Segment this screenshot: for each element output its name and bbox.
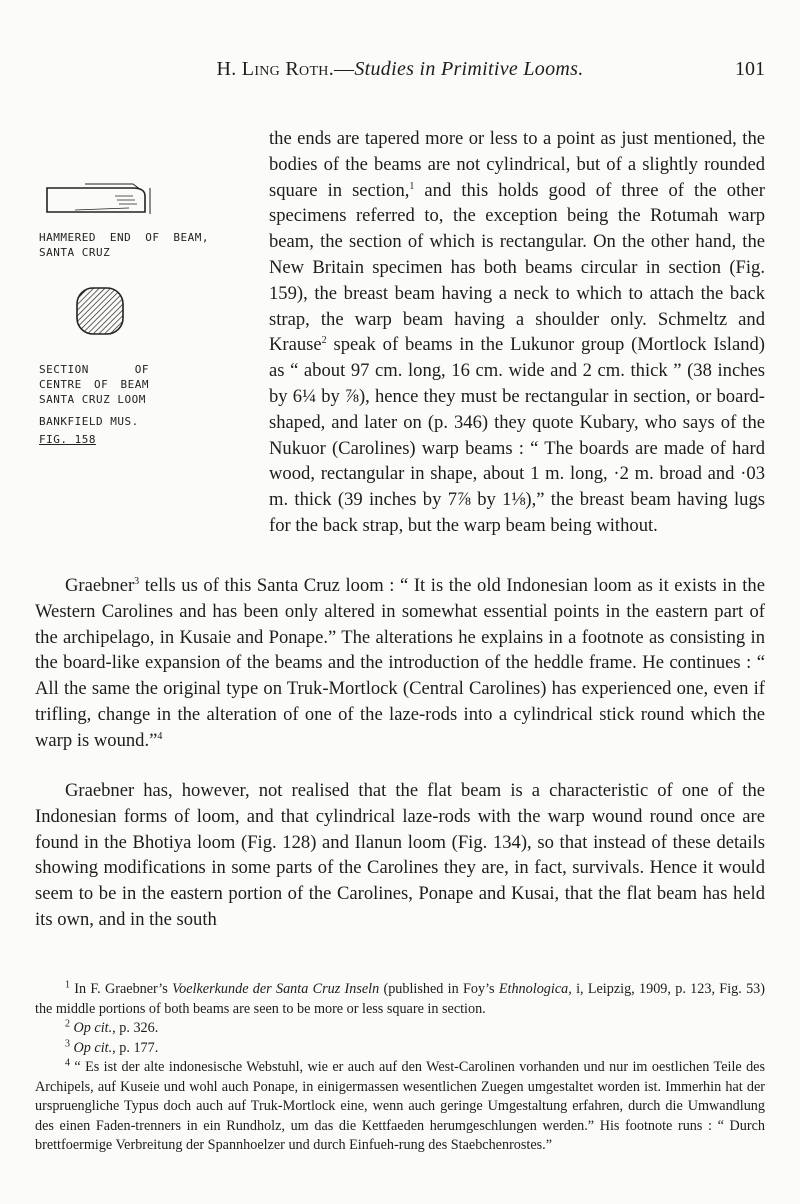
- p2-text: tells us of this Santa Cruz loom : “ It is the old Indonesian loom as it exists in the Western Carolines and has been only altered in somewhat essential points in the eastern part of the archipelago, in Kusaie and Ponape.” The alterations he explains in a footnote as consisting in the board-like expansion of the beams and the introduction of the heddle frame. He continues : “ All the same the original type on Truk-Mortlock (Central Carolines) has experienced one, even if trifling, change in the alteration of one of the laze-rods into a cylindrical stick round which the warp is wound.”: [35, 575, 765, 751]
- paragraph-1: [35, 126, 765, 592]
- footnote-1-text-b: (published in Foy’s: [379, 981, 499, 997]
- footnote-4-text: “ Es ist der alte indonesische Webstuhl, wie er auch auf den West-Carolinen vorhanden und nur im oestlichen Teile des Archipels, auf Kuseie und wohl auch Ponape, in einigermassen wesentlichen Zuegen umgestaltet worden ist. Immerhin hat der urspruengliche Typus doch auch auf Truk-Mortlock eine, wenn auch geringe Umgestaltung erfahren, durch die Umwandlung des einen Faden-trenners in ein Rundholz, um das die Kettfaeden herumgeschlungen werden.” His footnote runs : “ Durch brettfoermige Verbreitung der Spannhoelzer und durch Einfueh-rung des Staebchenrostes.”: [35, 1059, 765, 1153]
- footnote-1: [35, 980, 765, 1019]
- p1-text-end: speak of beams in the Lukunor group (Mortlock Island) as “ about 97 cm. long, 16 cm. wide and 2 cm. thick ” (38 inches by 6¼ by ⅞), hence they must be rectangular in section, or board-shaped, and later on (p. 346) they quote Kubary, who says of the Nukuor (Carolines) warp beams : “ The boards are made of hard wood, rectangular in shape, about 1 m. long, ·2 m. broad and ·03 m. thick (39 inches by 7⅞ by 1⅛),” the breast beam having lugs for the back strap, but the warp beam being without.: [269, 334, 765, 536]
- footnote-2-page: , p. 326.: [112, 1020, 159, 1036]
- p3-text: Graebner has, however, not realised that the flat beam is a characteristic of one of the Indonesian forms of loom, and that cylindrical laze-rods with the warp wound round once are found in the Bhotiya loom (Fig. 128) and Ilanun loom (Fig. 134), so that instead of these details showing modifications in some parts of the Carolines they are, in fact, survivals. Hence it would seem to be in the eastern portion of the Carolines, Ponape and Kusai, that the flat beam has held its own, and in the south: [35, 780, 765, 930]
- footnote-2-number: 2: [65, 1018, 70, 1030]
- footnote-3: [35, 1039, 765, 1059]
- footnote-2: [35, 1019, 765, 1039]
- footnote-3-number: 3: [65, 1037, 70, 1049]
- figure-label-1: HAMMERED END OF BEAM, SANTA CRUZ: [39, 231, 209, 259]
- header-author: H. Ling Roth.: [216, 58, 335, 80]
- footnote-2-cit: Op cit.: [70, 1020, 113, 1036]
- p1-text-mid: and this holds good of three of the other specimens referred to, the exception being the Rotumah warp beam, the section of which is rectangular. On the other hand, the New Britain specimen has both beams circular in section (Fig. 159), the breast beam having a neck to which to attach the back strap, the warp beam having a shoulder only. Schmeltz and Krause: [269, 179, 765, 356]
- p2-text-start: Graebner: [65, 575, 135, 596]
- page-number: 101: [735, 58, 765, 80]
- footnote-4: [35, 1058, 765, 1156]
- paragraph-3: [35, 778, 765, 933]
- footnote-4-number: 4: [65, 1057, 70, 1069]
- figure-158: [35, 178, 265, 592]
- p1-text-start: the ends are tapered more or less to a point as just mentioned, the bodies of the beams are not cylindrical, but of a slightly rounded square in section,: [269, 128, 765, 201]
- footnote-1-text-c: , i, Leipzig, 1909, p. 123, Fig. 53) the middle portions of both beams are seen to be more or less square in section.: [35, 981, 765, 1017]
- hammered-beam-drawing: [45, 178, 155, 218]
- footnote-ref-4[interactable]: 4: [157, 730, 163, 742]
- footnote-1-book-title: Voelkerkunde der Santa Cruz Inseln: [172, 981, 380, 997]
- footnote-ref-1[interactable]: 1: [409, 180, 415, 192]
- footnotes: [35, 980, 765, 1156]
- footnote-ref-2[interactable]: 2: [321, 335, 327, 347]
- figure-credit: BANKFIELD MUS.: [39, 415, 139, 428]
- header-separator: —: [334, 58, 355, 80]
- paragraph-2: [35, 573, 765, 754]
- header-title: [35, 58, 765, 81]
- footnote-ref-3[interactable]: 3: [134, 575, 140, 587]
- figure-label-2: SECTION OF CENTRE OF BEAM SANTA CRUZ LOOM: [39, 363, 149, 406]
- beam-section-drawing: [71, 282, 131, 342]
- footnote-3-cit: Op cit.: [70, 1039, 113, 1056]
- header-journal: Studies in Primitive Looms.: [354, 58, 584, 80]
- footnote-1-text-a: In F. Graebner’s: [70, 981, 173, 997]
- footnote-3-page: , p. 177.: [112, 1039, 159, 1056]
- footnote-1-journal: Ethnologica: [498, 981, 569, 997]
- footnote-1-number: 1: [65, 979, 70, 991]
- figure-number: FIG. 158: [39, 433, 96, 446]
- running-header: [35, 58, 765, 88]
